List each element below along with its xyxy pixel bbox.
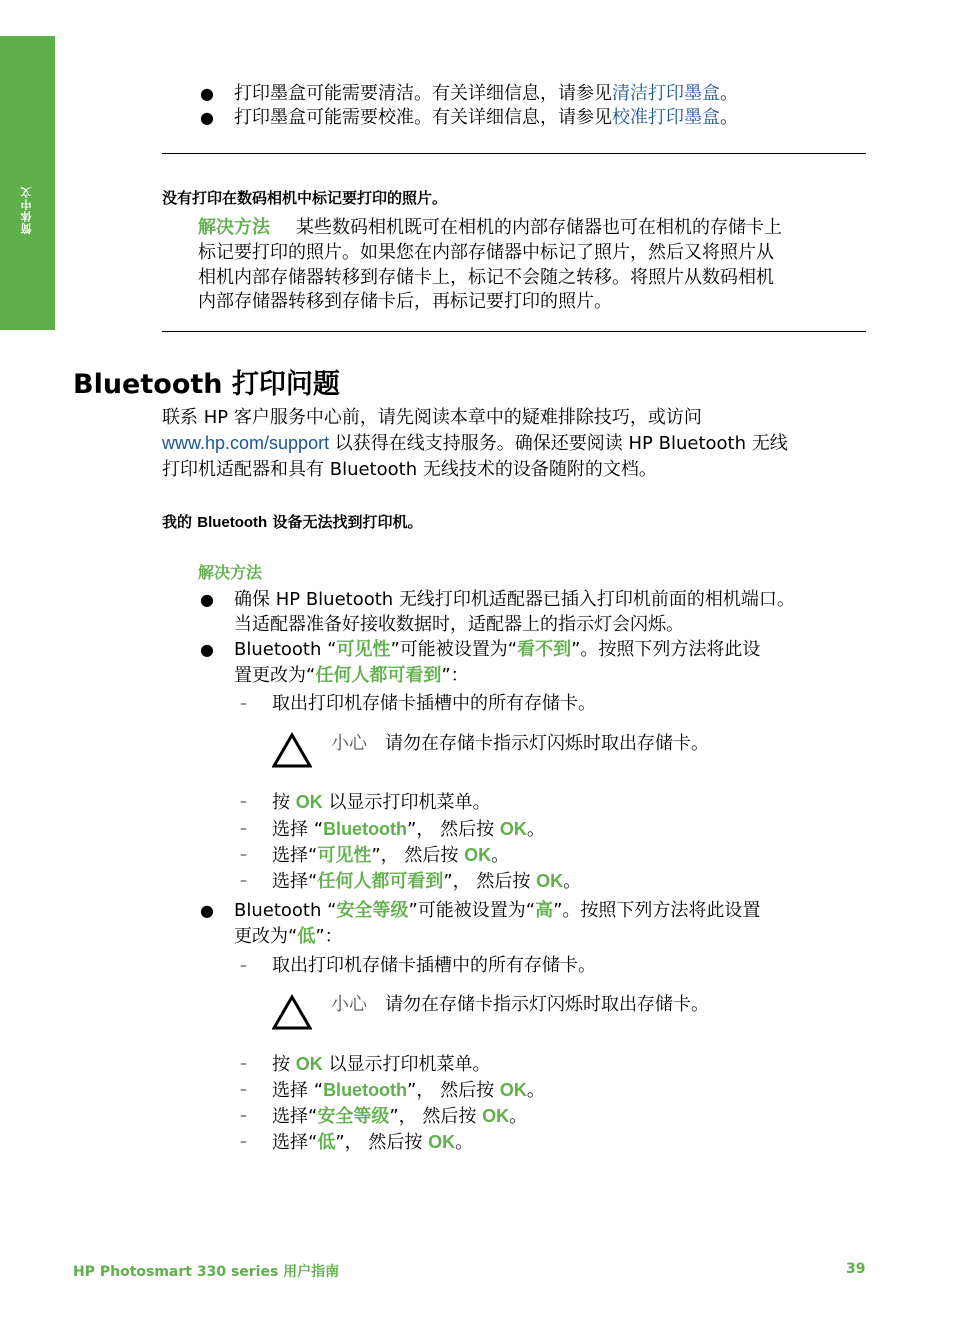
footer-guide-title: HP Photosmart 330 series 用户指南 [73, 1264, 340, 1280]
ok-label: OK [499, 1080, 527, 1100]
title-part: 我的 [162, 513, 198, 531]
highlight: 任何人都可看到 [317, 871, 444, 892]
text: 选择 [272, 1132, 308, 1153]
text: ”， 然后按 [407, 1080, 500, 1101]
text: 选择 [272, 871, 308, 892]
text: ”。按照下列方法将此设置 [553, 900, 761, 921]
dash-marker: – [240, 1108, 247, 1124]
caution-label: 小心 [331, 994, 367, 1015]
caution-text: 请勿在存储卡指示灯闪烁时取出存储卡。 [385, 733, 709, 754]
intro-line: 打印机适配器和具有 Bluetooth 无线技术的设备随附的文档。 [162, 459, 657, 480]
solution-paragraph-line: 标记要打印的照片。如果您在内部存储器中标记了照片，然后又将照片从 [198, 242, 774, 263]
text: 。 [526, 1080, 545, 1101]
text: Bluetooth “ [234, 900, 337, 921]
text: 选择 [272, 819, 308, 840]
text: ”可能被设置为“ [408, 900, 536, 921]
dash-marker: – [240, 958, 247, 974]
bullet-text [234, 638, 760, 662]
ok-label: OK [295, 792, 323, 812]
intro-line: 联系 HP 客户服务中心前，请先阅读本章中的疑难排除技巧，或访问 [162, 407, 702, 428]
dash-marker: – [240, 847, 247, 863]
bullet-dot: ● [200, 84, 214, 103]
text: 以显示打印机菜单。 [322, 1054, 491, 1075]
text: 选择 [272, 1080, 308, 1101]
dash-marker: – [240, 821, 247, 837]
highlight: 高 [535, 900, 554, 921]
text: ”： [441, 665, 469, 686]
text: 按 [272, 1054, 296, 1075]
align-cartridge-link[interactable]: 校准打印墨盒 [612, 107, 720, 128]
text: “ [308, 871, 318, 892]
dash-marker: – [240, 1134, 247, 1150]
bullet-text: 确保 HP Bluetooth 无线打印机适配器已插入打印机前面的相机端口。 [234, 589, 795, 610]
caution-line [331, 993, 709, 1017]
section-title: Bluetooth 打印问题 [73, 369, 340, 400]
problem-title: 没有打印在数码相机中标记要打印的照片。 [162, 189, 448, 207]
solution-label: 解决方法 [198, 217, 270, 238]
text: 以显示打印机菜单。 [322, 792, 491, 813]
bullet-text [234, 106, 738, 130]
text: 按 [272, 792, 296, 813]
step-text [272, 1052, 490, 1077]
text: 选择 [272, 1106, 308, 1127]
text: ”： [315, 926, 343, 947]
text: 。 [526, 819, 545, 840]
ok-label: OK [464, 845, 492, 865]
ok-label: OK [295, 1054, 323, 1074]
language-side-tab [0, 36, 55, 330]
text: 。 [491, 845, 510, 866]
intro-text: 以获得在线支持服务。确保还要阅读 HP Bluetooth 无线 [329, 433, 788, 454]
bullet-text: 当适配器准备好接收数据时，适配器上的指示灯会闪烁。 [234, 614, 684, 635]
caution-icon [272, 994, 312, 1030]
page-number: 39 [846, 1261, 866, 1277]
text: ”， 然后按 [389, 1106, 483, 1127]
clean-cartridge-link[interactable]: 清洁打印墨盒 [612, 83, 720, 104]
text: ”， 然后按 [407, 819, 500, 840]
bullet-text-end: 。 [720, 107, 738, 128]
problem-title [162, 510, 422, 535]
language-label: 简体中文 [20, 186, 33, 234]
bullet-dot: ● [200, 590, 214, 609]
bullet-text [234, 664, 469, 688]
text: 置更改为“ [234, 665, 316, 686]
bullet-text-end: 。 [720, 83, 738, 104]
step-text: 取出打印机存储卡插槽中的所有存储卡。 [272, 693, 596, 714]
text: Bluetooth “ [234, 639, 337, 660]
solution-paragraph-line: 相机内部存储器转移到存储卡上，标记不会随之转移。将照片从数码相机 [198, 267, 774, 288]
hp-support-link[interactable]: www.hp.com/support [162, 433, 330, 453]
dash-marker: – [240, 1082, 247, 1098]
caution-label: 小心 [331, 733, 367, 754]
text: 选择 [272, 845, 308, 866]
text: “ [308, 845, 318, 866]
highlight: 低 [297, 926, 316, 947]
intro-line [162, 431, 788, 456]
text: 更改为“ [234, 926, 298, 947]
dash-marker: – [240, 1056, 247, 1072]
divider [162, 153, 866, 154]
text: 。 [509, 1106, 528, 1127]
step-text [272, 790, 490, 815]
bullet-text [234, 925, 343, 949]
highlight: 安全等级 [336, 900, 409, 921]
title-part: Bluetooth [197, 514, 268, 531]
text: ”可能被设置为“ [390, 639, 518, 660]
solution-paragraph-line: 内部存储器转移到存储卡后，再标记要打印的照片。 [198, 291, 612, 312]
dash-marker: – [240, 794, 247, 810]
caution-icon [272, 732, 312, 768]
ok-label: OK [499, 819, 527, 839]
step-text [272, 843, 509, 868]
text: 。 [455, 1132, 474, 1153]
bullet-dot: ● [200, 108, 214, 127]
bullet-text [234, 82, 738, 106]
bullet-dot: ● [200, 901, 214, 920]
text: ”， 然后按 [443, 871, 537, 892]
dash-marker: – [240, 873, 247, 889]
highlight: 看不到 [517, 639, 572, 660]
step-text [272, 1104, 527, 1129]
caution-text: 请勿在存储卡指示灯闪烁时取出存储卡。 [385, 994, 709, 1015]
title-part: 设备无法找到打印机。 [267, 513, 423, 531]
bullet-text-main: 打印墨盒可能需要校准。有关详细信息，请参见 [234, 107, 612, 128]
bullet-text-main: 打印墨盒可能需要清洁。有关详细信息，请参见 [234, 83, 612, 104]
solution-label: 解决方法 [198, 563, 263, 582]
text: “ [313, 1080, 324, 1101]
text: “ [313, 819, 324, 840]
text: ”， 然后按 [371, 845, 465, 866]
step-text [272, 1130, 473, 1155]
dash-marker: – [240, 696, 247, 712]
highlight: 低 [317, 1132, 336, 1153]
highlight: Bluetooth [323, 819, 408, 839]
step-text [272, 817, 545, 842]
highlight: 可见性 [317, 845, 372, 866]
bullet-dot: ● [200, 640, 214, 659]
text: “ [308, 1106, 318, 1127]
step-text [272, 869, 581, 894]
step-text [272, 1078, 545, 1103]
text: ”。按照下列方法将此设 [571, 639, 761, 660]
ok-label: OK [536, 871, 564, 891]
divider [162, 331, 866, 332]
ok-label: OK [428, 1132, 456, 1152]
highlight: Bluetooth [323, 1080, 408, 1100]
step-text: 取出打印机存储卡插槽中的所有存储卡。 [272, 955, 596, 976]
text: ”， 然后按 [335, 1132, 429, 1153]
bullet-text [234, 899, 760, 923]
ok-label: OK [482, 1106, 510, 1126]
highlight: 可见性 [336, 639, 391, 660]
text: “ [308, 1132, 318, 1153]
caution-line [331, 732, 709, 756]
solution-paragraph-line [198, 216, 782, 240]
text: 。 [563, 871, 582, 892]
highlight: 任何人都可看到 [315, 665, 442, 686]
solution-text: 某些数码相机既可在相机的内部存储器也可在相机的存储卡上 [296, 217, 782, 238]
highlight: 安全等级 [317, 1106, 390, 1127]
